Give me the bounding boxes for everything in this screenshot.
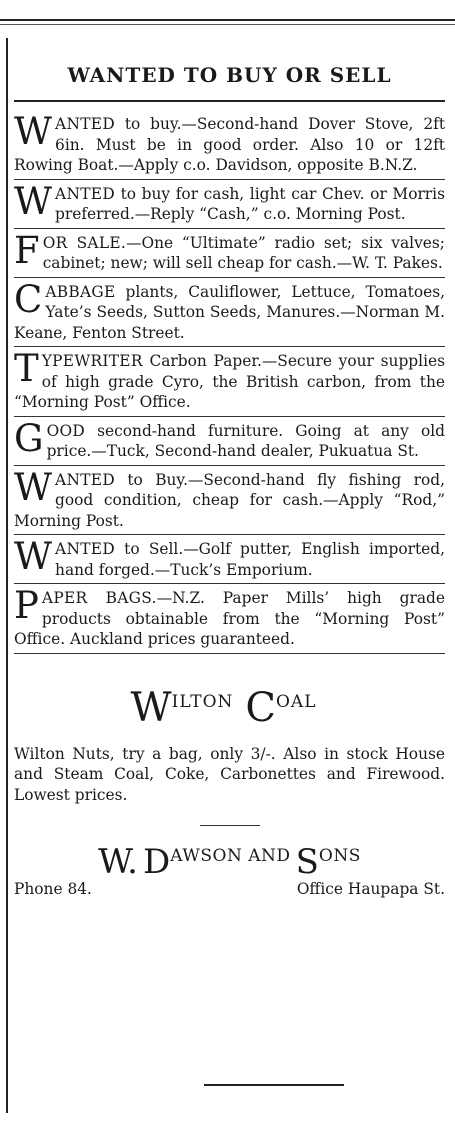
ad-initial: F: [14, 228, 40, 272]
ad-text: to buy for cash, light car Chev. or Morris preferred.—Reply “Cash,” c.o. Morning Post.: [55, 184, 445, 223]
dawson-w: W.: [98, 842, 138, 882]
ad-text: —One “Ultimate” radio set; six valves; cabinet; new; will sell cheap for cash.—W. T. Pakes.: [42, 233, 445, 272]
bottom-rule: [204, 1084, 344, 1086]
ad-caps: ANTED: [55, 115, 115, 133]
ad-divider: [14, 228, 445, 229]
dawson-initial-d: D: [143, 842, 171, 882]
ad-item: [14, 535, 445, 580]
ad-initial: W: [14, 465, 53, 509]
ad-caps: OOD: [46, 421, 86, 440]
column-rule: [6, 38, 8, 1113]
ad-item: [14, 347, 445, 413]
dawson-awson-and: AWSON AND: [170, 846, 291, 866]
ad-caps: ANTED: [55, 540, 115, 558]
ad-text: —N.Z. Paper Mills’ high grade products obtainable from the “Morning Post” Office. Auckland prices guaranteed.: [14, 589, 445, 648]
ad-text: to Sell.—Golf putter, English imported, hand forged.—Tuck’s Emporium.: [55, 540, 445, 579]
ad-caps: ABBAGE: [45, 282, 116, 301]
ad-text: to buy.—Second-hand Dover Stove, 2ft 6in. Must be in good order. Also 10 or 12ft Rowing Boat.—Apply c.o. Davidson, opposite B.N.Z.: [14, 115, 445, 174]
top-rule: [0, 19, 455, 21]
ad-caps: OR SALE.: [42, 233, 127, 252]
ad-item: [14, 228, 445, 274]
office-address: Office Haupapa St.: [296, 880, 445, 898]
ad-caps: APER BAGS.: [41, 589, 157, 607]
ad-initial: C: [14, 277, 43, 321]
ad-item: [14, 179, 445, 225]
ad-text: plants, Cauliflower, Lettuce, Tomatoes, Yate’s Seeds, Sutton Seeds, Manures.—Norman M. Keane, Fenton Street.: [14, 282, 445, 342]
ad-divider: [14, 277, 445, 278]
dawson-title: [14, 836, 445, 882]
short-rule: [200, 825, 260, 826]
ad-divider: [14, 416, 445, 417]
dawson-initial-s: S: [295, 842, 319, 882]
ad-initial: G: [14, 416, 44, 460]
ad-initial: W: [14, 535, 53, 578]
coal-initial-w: W: [130, 684, 172, 731]
section-title: WANTED TO BUY OR SELL: [67, 63, 392, 87]
ads-list: [14, 110, 445, 654]
ad-item: [14, 584, 445, 650]
ad-divider: [14, 346, 445, 347]
coal-initial-c: C: [245, 684, 276, 731]
ad-caps: YPEWRITER: [41, 352, 143, 370]
top-rule-thin: [0, 24, 455, 25]
ad-text: Carbon Paper.—Secure your supplies of high grade Cyro, the British carbon, from the “Morning Post” Office.: [14, 352, 445, 411]
ad-item: [14, 416, 445, 462]
dawson-ons: ONS: [318, 846, 361, 866]
phone-number: Phone 84.: [14, 880, 92, 898]
ad-initial: P: [14, 584, 39, 627]
wilton-coal-title: [14, 680, 445, 731]
ad-initial: T: [14, 347, 39, 390]
coal-ilton: ILTON: [171, 691, 234, 712]
ad-initial: W: [14, 110, 53, 153]
ad-item: [14, 110, 445, 176]
ad-caps: ANTED: [55, 470, 115, 489]
title-rule: [14, 100, 445, 102]
ad-text: to Buy.—Second-hand fly fishing rod, good condition, cheap for cash.—Apply “Rod,” Morning Post.: [14, 470, 445, 530]
classifieds-column: [14, 40, 445, 898]
ad-divider: [14, 583, 445, 584]
ad-initial: W: [14, 179, 53, 223]
coal-ad-body: Wilton Nuts, try a bag, only 3/-. Also in stock House and Steam Coal, Coke, Carbonettes and Firewood. Lowest prices.: [14, 744, 445, 804]
ad-divider: [14, 179, 445, 180]
ad-divider: [14, 465, 445, 466]
coal-oal: OAL: [276, 691, 317, 712]
dawson-footer: [14, 880, 445, 898]
ad-divider: [14, 534, 445, 535]
ad-caps: ANTED: [55, 184, 115, 203]
ad-item: [14, 465, 445, 532]
ad-item: [14, 277, 445, 344]
ad-divider: [14, 653, 445, 654]
ad-text: second-hand furniture. Going at any old price.—Tuck, Second-hand dealer, Pukuatua St.: [46, 421, 445, 460]
